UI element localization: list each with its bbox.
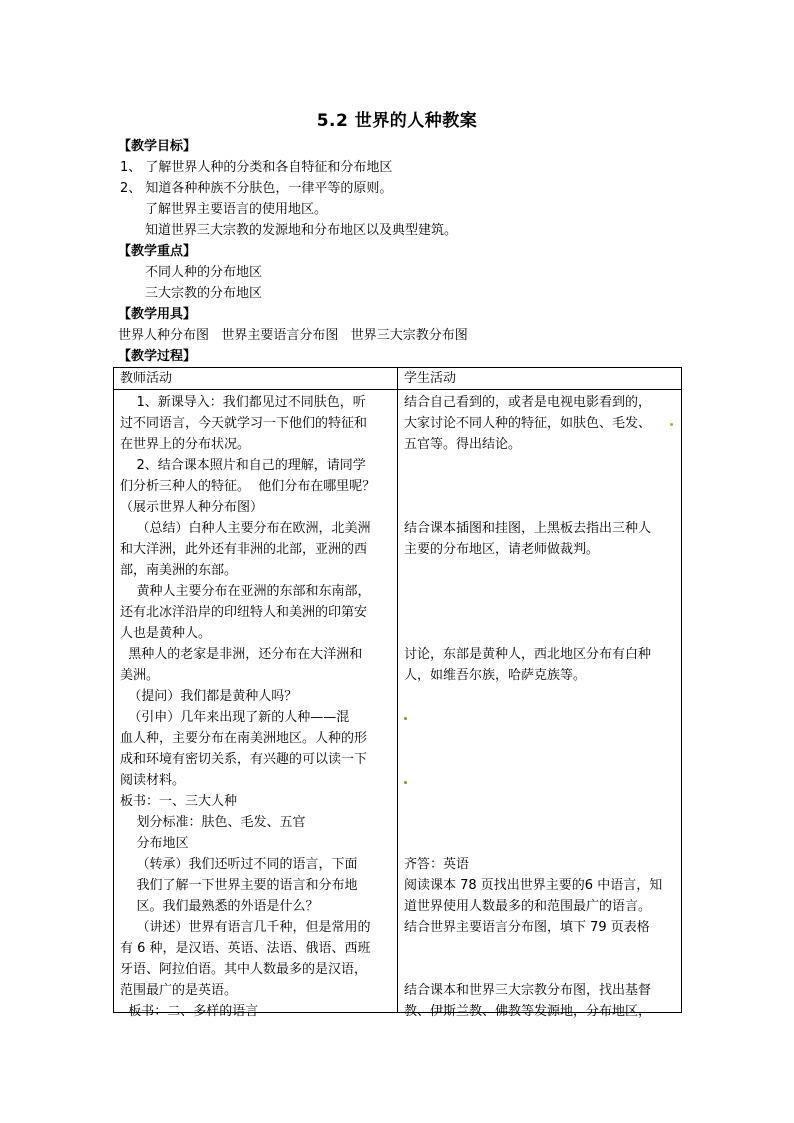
- teacher-activity-line: 范围最广的是英语。: [120, 983, 238, 998]
- teacher-activity-line: 美洲。: [120, 668, 160, 683]
- teacher-activity-line: 板书：一、三大人种: [120, 794, 238, 809]
- teacher-activity-line: 有 6 种，是汉语、英语、法语、俄语、西班: [120, 941, 371, 956]
- teacher-activity-line: 在世界上的分布状况。: [120, 437, 251, 452]
- teacher-activity-line: 区。我们最熟悉的外语是什么？: [120, 899, 319, 914]
- key-points-heading: 【教学重点】: [118, 244, 197, 259]
- student-activity-line: 阅读课本 78 页找出世界主要的6 中语言，知: [404, 878, 663, 893]
- student-activity-line: 大家讨论不同人种的特征，如肤色、毛发、: [404, 416, 652, 431]
- tools-list: 世界人种分布图 世界主要语言分布图 世界三大宗教分布图: [118, 328, 468, 343]
- teacher-activity-line: 人也是黄种人。: [120, 626, 212, 641]
- tools-heading: 【教学用具】: [118, 307, 197, 322]
- teacher-activity-line: 成和环境有密切关系，有兴趣的可以读一下: [120, 752, 368, 767]
- process-heading: 【教学过程】: [118, 349, 197, 364]
- student-activity-line: 结合世界主要语言分布图，填下 79 页表格: [404, 920, 650, 935]
- key-point-2: 三大宗教的分布地区: [145, 286, 263, 301]
- teacher-activity-line: 划分标准：肤色、毛发、五官: [120, 815, 306, 830]
- teacher-activity-line: 牙语、阿拉伯语。其中人数最多的是汉语，: [120, 962, 368, 977]
- teacher-activity-line: 板书：二、多样的语言: [120, 1004, 259, 1019]
- teacher-activity-line: 部，南美洲的东部。: [120, 563, 238, 578]
- key-point-1: 不同人种的分布地区: [145, 265, 263, 280]
- student-activity-lines: [398, 390, 681, 1019]
- teacher-activity-line: 分布地区: [120, 836, 189, 851]
- teacher-activity-line: 阅读材料。: [120, 773, 186, 788]
- header-teacher: 教师活动: [114, 368, 398, 390]
- teacher-activity-line: （总结）白种人主要分布在欧洲，北美洲: [120, 521, 371, 536]
- student-activity-line: 结合课本插图和挂图，上黑板去指出三种人: [404, 521, 652, 536]
- student-activity-line: 讨论，东部是黄种人，西北地区分布有白种: [404, 647, 652, 662]
- title-text: 5.2 世界的人种教案: [316, 111, 478, 131]
- goal-item-4: 知道世界三大宗教的发源地和分布地区以及典型建筑。: [145, 223, 458, 238]
- student-activity-line: 人，如维吾尔族，哈萨克族等。: [404, 668, 587, 683]
- decorative-dot: [404, 781, 407, 784]
- student-activity-line: 主要的分布地区，请老师做裁判。: [404, 542, 600, 557]
- teacher-activity-line: （引申）几年来出现了新的人种——混: [120, 710, 350, 725]
- student-activity-line: 齐答：英语: [404, 857, 470, 872]
- student-activity-line: 结合自己看到的，或者是电视电影看到的，: [404, 395, 652, 410]
- teacher-activity-line: 还有北冰洋沿岸的印纽特人和美洲的印第安: [120, 605, 368, 620]
- teacher-activity-line: 和大洋洲，此外还有非洲的北部，亚洲的西: [120, 542, 368, 557]
- goal-item-3: 了解世界主要语言的使用地区。: [145, 202, 328, 217]
- goal-item-1: 1、 了解世界人种的分类和各自特征和分布地区: [120, 160, 393, 175]
- student-activity-line: 道世界使用人数最多的和范围最广的语言。: [404, 899, 652, 914]
- goals-heading: 【教学目标】: [118, 139, 197, 154]
- student-activity-line: 教、伊斯兰教、佛教等发源地，分布地区，: [404, 1004, 652, 1019]
- teacher-activity-line: 过不同语言，今天就学习一下他们的特征和: [120, 416, 368, 431]
- goal-item-2: 2、 知道各种种族不分肤色，一律平等的原则。: [120, 181, 393, 196]
- teacher-activity-line: 血人种，主要分布在南美洲地区。人种的形: [120, 731, 368, 746]
- teacher-activity-line: 2、结合课本照片和自己的理解，请同学: [120, 458, 366, 473]
- teacher-activity-line: （展示世界人种分布图）: [120, 500, 264, 515]
- page-title: [0, 106, 794, 131]
- header-student: 学生活动: [398, 368, 682, 390]
- teacher-activity-line: 们分析三种人的特征。 他们分布在哪里呢？: [120, 479, 376, 494]
- table-header-row: [114, 368, 682, 390]
- teacher-activity-line: 我们了解一下世界主要的语言和分布地: [120, 878, 358, 893]
- decorative-dot: [404, 717, 407, 720]
- teacher-cell: [114, 390, 398, 1019]
- process-table: [113, 367, 682, 1019]
- teacher-activity-line: 1、新课导入：我们都见过不同肤色，听: [120, 395, 366, 410]
- student-activity-line: 结合课本和世界三大宗教分布图，找出基督: [404, 983, 652, 998]
- student-cell: [398, 390, 682, 1019]
- student-activity-line: 五官等。得出结论。: [404, 437, 522, 452]
- table-row: [114, 390, 682, 1013]
- teacher-activity-line: （提问）我们都是黄种人吗？: [120, 689, 298, 704]
- teacher-activity-lines: [114, 390, 397, 1019]
- teacher-activity-line: 黄种人主要分布在亚洲的东部和东南部，: [120, 584, 371, 599]
- teacher-activity-line: （转承）我们还听过不同的语言，下面: [120, 857, 358, 872]
- teacher-activity-line: （讲述）世界有语言几千种，但是常用的: [120, 920, 371, 935]
- teacher-activity-line: 黑种人的老家是非洲，还分布在大洋洲和: [120, 647, 363, 662]
